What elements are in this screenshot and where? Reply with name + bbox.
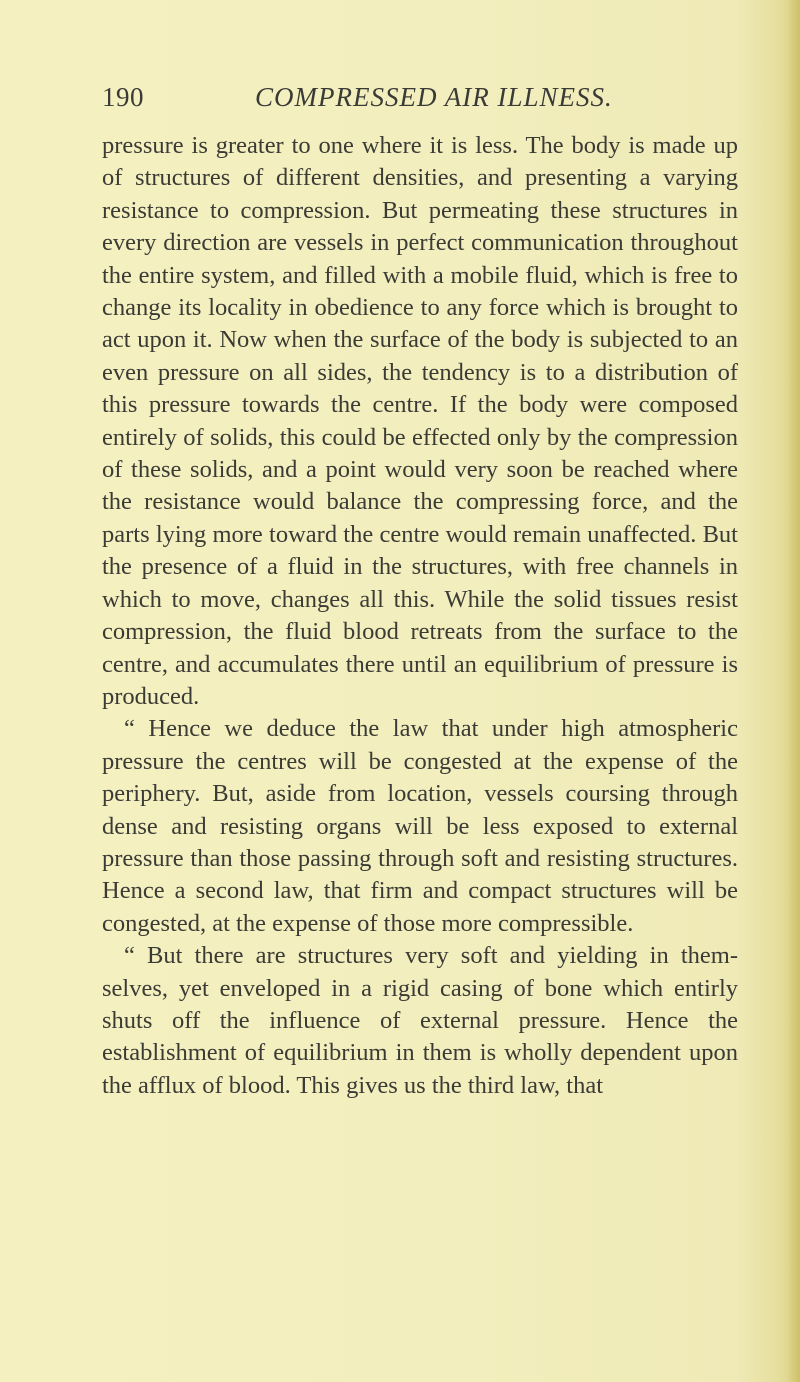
- paragraph-3: “ But there are structures very soft and yielding in them- selves, yet enveloped in a rigid casing of bone which entirly shuts off the influence of external pressure. Hence the establishment of equilibrium in them is wholly dependent upon the afflux of blood. This gives us the third law, that: [102, 942, 738, 1099]
- running-header: [102, 82, 742, 122]
- page-edge-shadow: [788, 0, 800, 1382]
- page-number: 190: [102, 82, 144, 112]
- paragraph-1: pressure is greater to one where it is less. The body is made up of structures of different densities, and presenting a varying resistance to compression. But permeating these structures in every direction are vessels in perfect communication throughout the entire system, and filled with a mobile fluid, which is free to change its locality in obedience to any force which is brought to act upon it. Now when the surface of the body is subjected to an even pressure on all sides, the tendency is to a distribution of this pressure towards the centre. If the body were composed entirely of solids, this could be effected only by the compression of these solids, and a point would very soon be reached where the resistance would balance the compressing force, and the parts lying more toward the centre would remain unaffected. But the presence of a fluid in the structures, with free channels in which to move, changes all this. While the solid tissues resist compression, the fluid blood retreats from the surface to the centre, and accumulates there until an equilibrium of pressure is produced.: [102, 132, 738, 710]
- body-text: [102, 130, 738, 1102]
- paragraph-2: “ Hence we deduce the law that under high atmospheric pressure the centres will be congested at the expense of the periphery. But, aside from location, vessels coursing through dense and resisting organs will be less exposed to external pressure than those passing through soft and resisting structures. Hence a second law, that firm and compact structures will be congested, at the expense of those more compressible.: [102, 715, 738, 937]
- running-title: COMPRESSED AIR ILLNESS.: [255, 82, 613, 112]
